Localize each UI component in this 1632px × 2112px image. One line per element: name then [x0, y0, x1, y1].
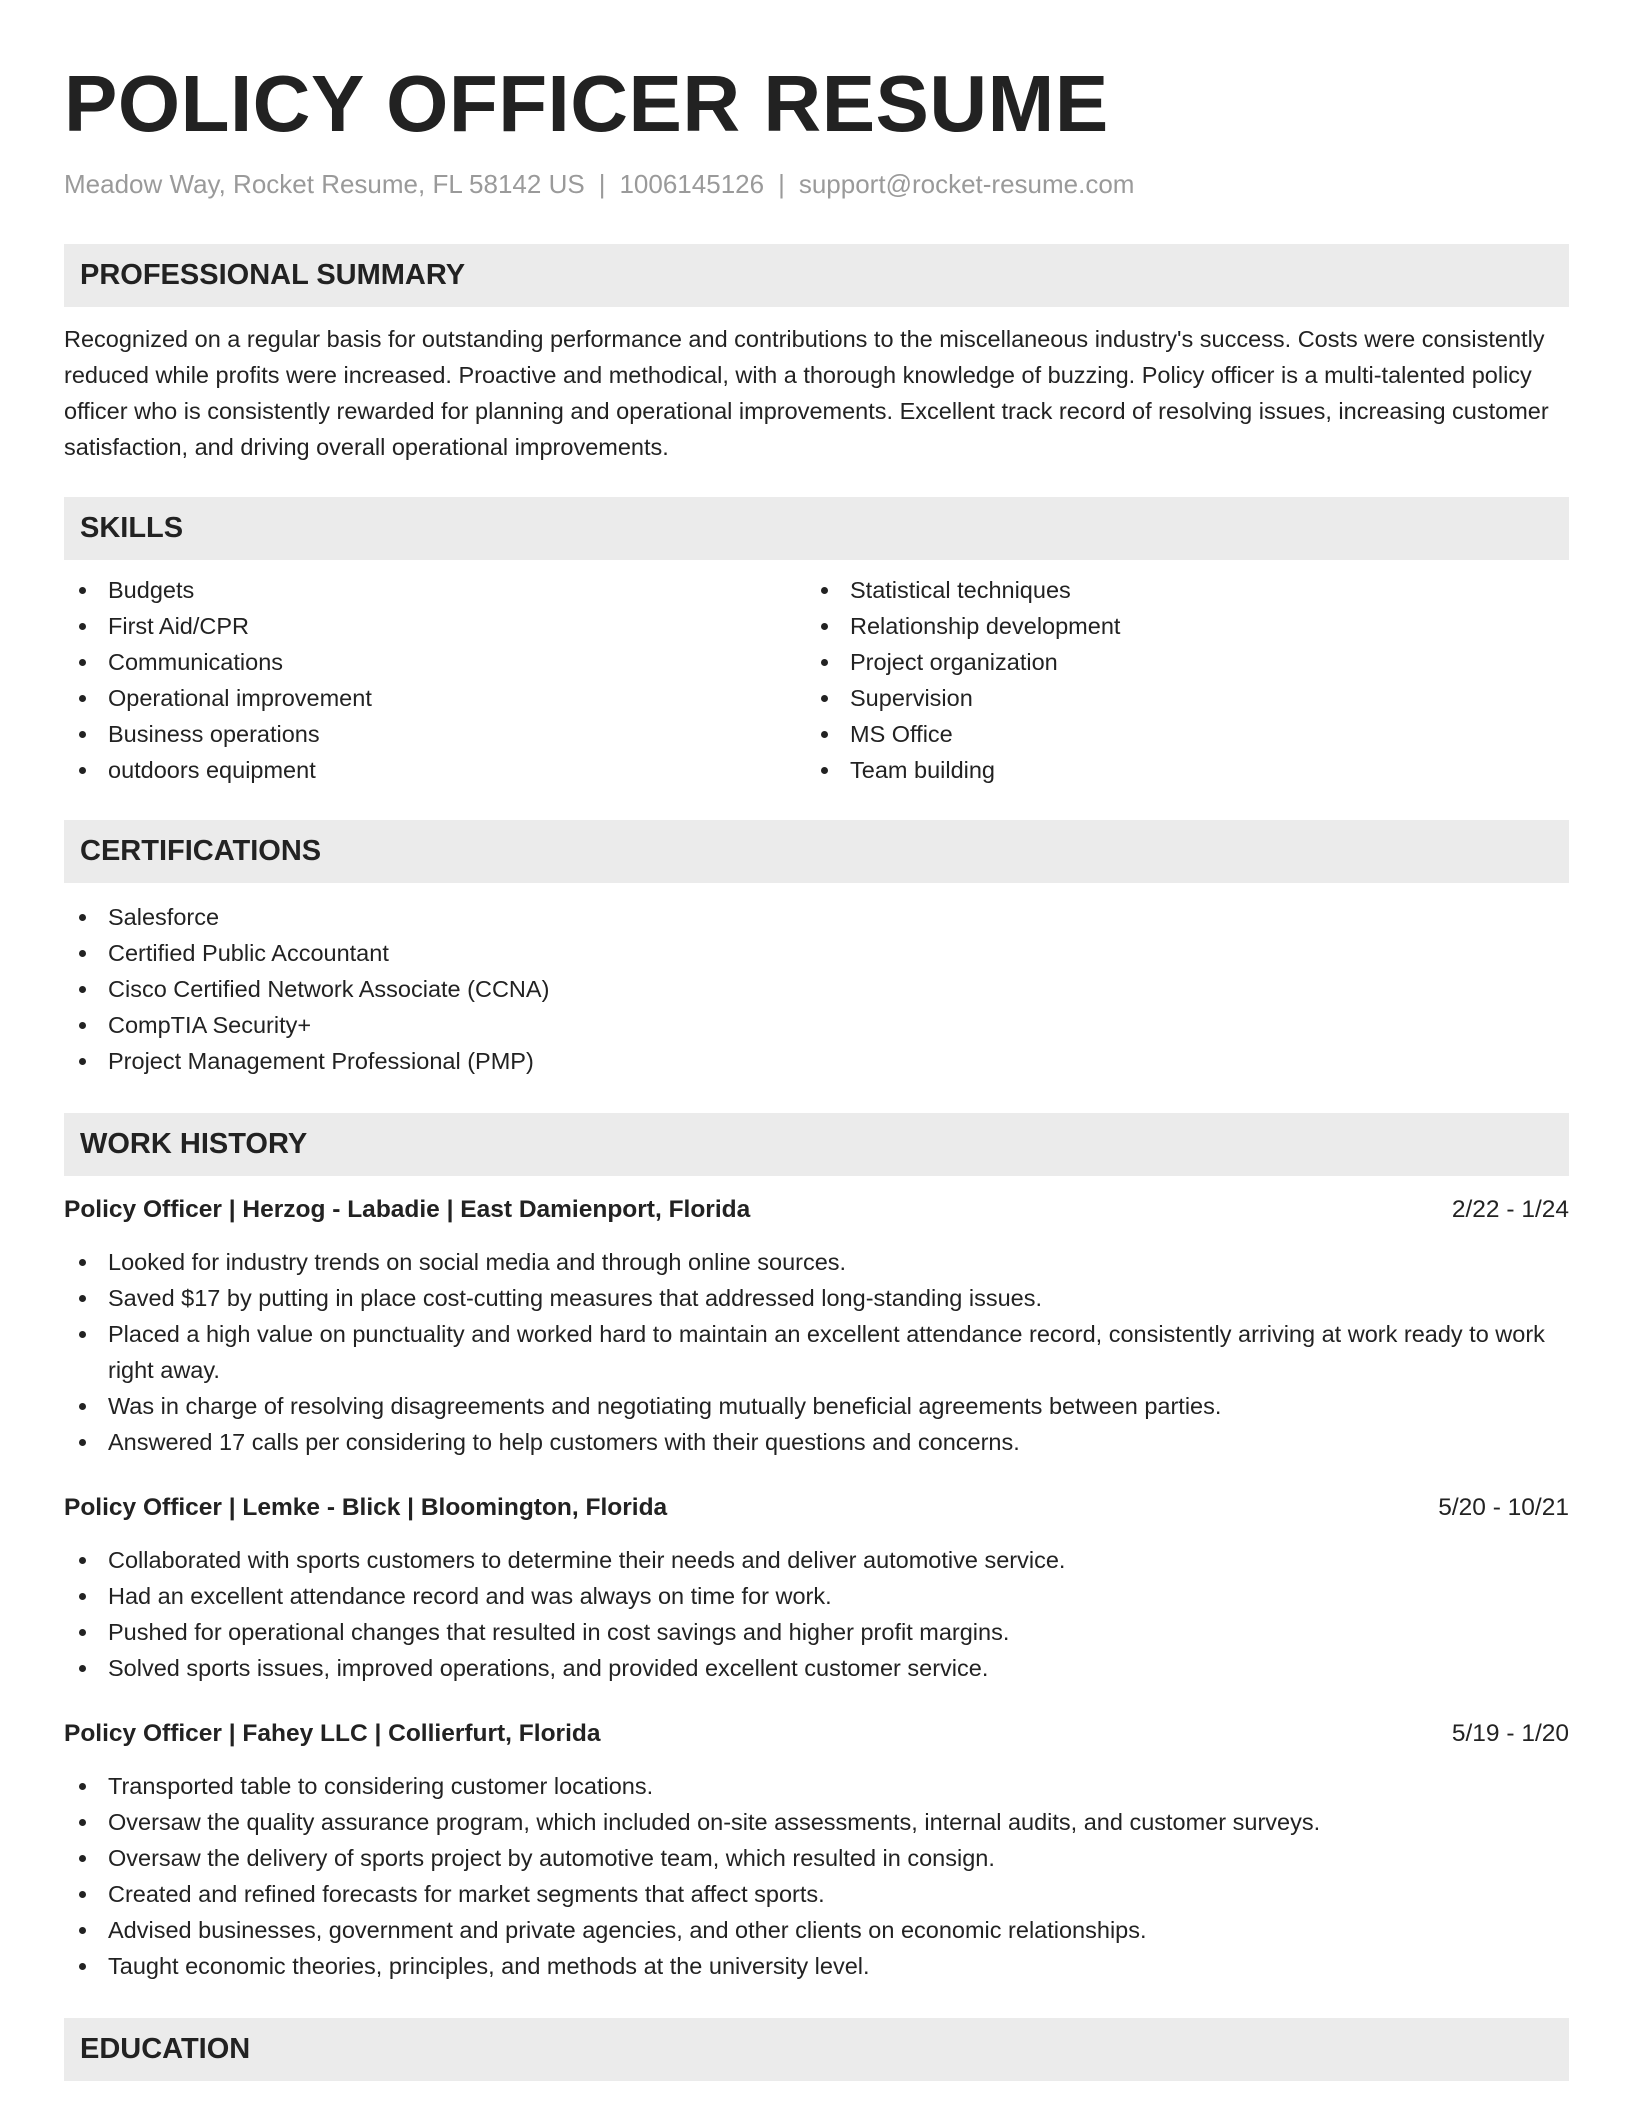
work-history-heading: WORK HISTORY: [64, 1113, 1569, 1176]
skill-item: outdoors equipment: [64, 752, 806, 788]
contact-separator: |: [778, 169, 785, 199]
job-bullet: Placed a high value on punctuality and worked hard to maintain an excellent attendance record, consistently arriving at work ready to work right away.: [64, 1316, 1569, 1388]
job-bullet: Had an excellent attendance record and was always on time for work.: [64, 1578, 1569, 1614]
skills-heading: SKILLS: [64, 497, 1569, 560]
education-heading: EDUCATION: [64, 2018, 1569, 2081]
job-header: [64, 1490, 1569, 1526]
certifications-heading: CERTIFICATIONS: [64, 820, 1569, 883]
skill-item: Operational improvement: [64, 680, 806, 716]
skills-column-right: [806, 572, 1548, 788]
contact-phone: 1006145126: [619, 169, 765, 199]
skill-item: Statistical techniques: [806, 572, 1548, 608]
job-bullet: Transported table to considering customer locations.: [64, 1768, 1569, 1804]
job-bullet: Oversaw the delivery of sports project by automotive team, which resulted in consign.: [64, 1840, 1569, 1876]
job-header: [64, 1716, 1569, 1752]
certification-item: CompTIA Security+: [64, 1007, 1569, 1043]
skill-item: First Aid/CPR: [64, 608, 806, 644]
job-bullets: [64, 1542, 1569, 1686]
skill-item: Supervision: [806, 680, 1548, 716]
summary-heading: PROFESSIONAL SUMMARY: [64, 244, 1569, 307]
skill-item: Project organization: [806, 644, 1548, 680]
certification-item: Project Management Professional (PMP): [64, 1043, 1569, 1079]
skills-list: [64, 572, 1569, 788]
job-bullet: Looked for industry trends on social media and through online sources.: [64, 1244, 1569, 1280]
job-bullet: Was in charge of resolving disagreements and negotiating mutually beneficial agreements between parties.: [64, 1388, 1569, 1424]
job-bullet: Collaborated with sports customers to determine their needs and deliver automotive service.: [64, 1542, 1569, 1578]
contact-separator: |: [598, 169, 606, 199]
job-bullet: Pushed for operational changes that resulted in cost savings and higher profit margins.: [64, 1614, 1569, 1650]
job-bullets: [64, 1768, 1569, 1984]
job-dates: 5/20 - 10/21: [1438, 1494, 1569, 1521]
job-dates: 5/19 - 1/20: [1451, 1720, 1569, 1747]
job-bullet: Created and refined forecasts for market segments that affect sports.: [64, 1876, 1569, 1912]
job-bullet: Solved sports issues, improved operations, and provided excellent customer service.: [64, 1650, 1569, 1686]
contact-email: support@rocket-resume.com: [798, 169, 1135, 199]
contact-line: [64, 166, 1569, 202]
job-entry: [64, 1490, 1569, 1686]
job-entry: [64, 1192, 1569, 1460]
skill-item: Relationship development: [806, 608, 1548, 644]
job-entry: [64, 1716, 1569, 1984]
job-bullet: Answered 17 calls per considering to help customers with their questions and concerns.: [64, 1424, 1569, 1460]
job-dates: 2/22 - 1/24: [1451, 1196, 1569, 1223]
certification-item: Salesforce: [64, 899, 1569, 935]
certification-item: Certified Public Accountant: [64, 935, 1569, 971]
job-bullets: [64, 1244, 1569, 1460]
skill-item: MS Office: [806, 716, 1548, 752]
resume-title: POLICY OFFICER RESUME: [64, 59, 1109, 148]
job-bullet: Saved $17 by putting in place cost-cutting measures that addressed long-standing issues.: [64, 1280, 1569, 1316]
job-bullet: Advised businesses, government and private agencies, and other clients on economic relationships.: [64, 1912, 1569, 1948]
contact-address: Meadow Way, Rocket Resume, FL 58142 US: [64, 169, 585, 199]
certification-item: Cisco Certified Network Associate (CCNA): [64, 971, 1569, 1007]
job-title: Policy Officer | Lemke - Blick | Bloomington, Florida: [64, 1494, 668, 1521]
skills-column-left: [64, 572, 806, 788]
job-header: [64, 1192, 1569, 1228]
skill-item: Business operations: [64, 716, 806, 752]
job-bullet: Oversaw the quality assurance program, which included on-site assessments, internal audits, and customer surveys.: [64, 1804, 1569, 1840]
skill-item: Budgets: [64, 572, 806, 608]
job-bullet: Taught economic theories, principles, and methods at the university level.: [64, 1948, 1569, 1984]
certifications-list: [64, 899, 1569, 1079]
skill-item: Team building: [806, 752, 1548, 788]
job-title: Policy Officer | Fahey LLC | Collierfurt, Florida: [64, 1720, 601, 1747]
summary-text: Recognized on a regular basis for outstanding performance and contributions to the miscellaneous industry's success. Costs were consistently reduced while profits were increased. Proactive and methodical, with a thorough knowledge of buzzing. Policy officer is a multi-talented policy officer who is consistently rewarded for planning and operational improvements. Excellent track record of resolving issues, increasing customer satisfaction, and driving overall operational improvements.: [64, 326, 1549, 460]
job-title: Policy Officer | Herzog - Labadie | East Damienport, Florida: [64, 1196, 751, 1223]
skill-item: Communications: [64, 644, 806, 680]
